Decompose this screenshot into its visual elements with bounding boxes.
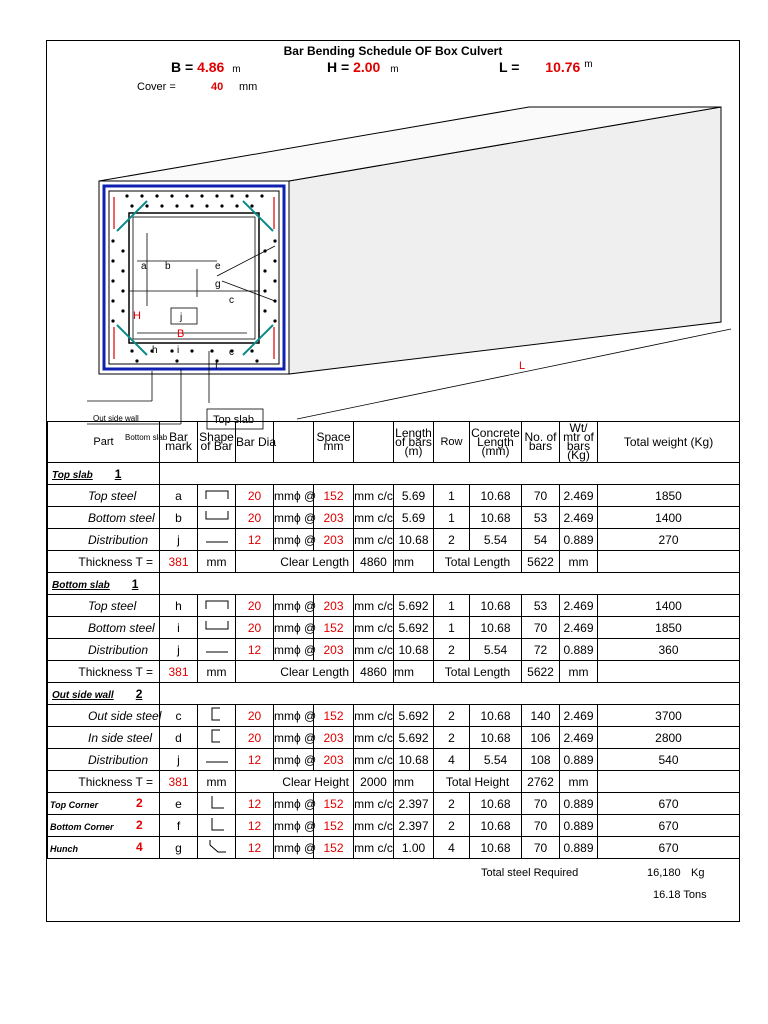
row-rows: 2 (434, 793, 470, 815)
label-c2: c (229, 347, 234, 358)
shape-straight-icon (204, 532, 230, 544)
row-shape (198, 595, 236, 617)
row-space: 152 (314, 485, 354, 507)
row-concrete: 10.68 (470, 485, 522, 507)
total-kg-value: 16,180 (647, 867, 681, 879)
thickness-value: 381 (160, 661, 198, 683)
h-label: H (327, 59, 338, 75)
row-rows: 1 (434, 485, 470, 507)
thickness-row (48, 771, 740, 793)
b-unit: m (232, 64, 241, 75)
row-dia: 12 (236, 529, 274, 551)
b-eq: = (185, 59, 194, 75)
row-dia-unit: mmϕ @ (274, 749, 314, 771)
row-part: Distribution (48, 749, 160, 771)
row-mark: i (160, 617, 198, 639)
sections-body (48, 463, 740, 859)
hdr-part: Part (48, 422, 160, 463)
label-f: f (215, 361, 218, 372)
label-out-side-wall: Out side wall (93, 414, 139, 423)
cover-label: Cover = (137, 81, 176, 93)
label-c: c (229, 295, 234, 306)
clear-unit: mm (394, 771, 434, 793)
param-b (171, 59, 241, 75)
row-mark: c (160, 705, 198, 727)
total-len-value: 5622 (522, 661, 560, 683)
row-space: 203 (314, 507, 354, 529)
row-dia: 12 (236, 749, 274, 771)
section-count: 2 (135, 686, 143, 701)
shape-hunch-icon (204, 838, 230, 854)
row-total: 1400 (598, 595, 740, 617)
row-concrete: 10.68 (470, 837, 522, 859)
row-nos: 70 (522, 485, 560, 507)
table-row (48, 595, 740, 617)
row-space-unit: mm c/c (354, 639, 394, 661)
label-h: h (152, 345, 158, 356)
shape-bottom-hook-icon (204, 620, 230, 632)
hdr-concrete-length: Concrete Length (mm) (470, 422, 522, 463)
row-shape (198, 617, 236, 639)
row-dia-unit: mmϕ @ (274, 507, 314, 529)
label-top-slab: Top slab (213, 414, 254, 426)
row-part: Distribution (48, 639, 160, 661)
row-nos: 72 (522, 639, 560, 661)
row-length: 5.69 (394, 485, 434, 507)
row-total: 1850 (598, 617, 740, 639)
row-space: 152 (314, 705, 354, 727)
row-concrete: 10.68 (470, 727, 522, 749)
row-space-unit: mm c/c (354, 837, 394, 859)
label-j: j (180, 312, 183, 323)
row-space-unit: mm c/c (354, 705, 394, 727)
section-header-row (48, 463, 740, 485)
row-rows: 1 (434, 507, 470, 529)
row-mark: g (160, 837, 198, 859)
thickness-row (48, 551, 740, 573)
row-length: 5.69 (394, 507, 434, 529)
total-len-unit: mm (560, 771, 598, 793)
table-row (48, 749, 740, 771)
row-shape (198, 815, 236, 837)
row-part: Out side steel (48, 705, 160, 727)
hdr-wt-mtr: Wt/ mtr of bars (Kg) (560, 422, 598, 463)
row-concrete: 10.68 (470, 595, 522, 617)
hdr-shape: Shape of Bar (198, 422, 236, 463)
section-header-row (48, 683, 740, 705)
row-length: 2.397 (394, 815, 434, 837)
thickness-unit: mm (198, 551, 236, 573)
row-total: 670 (598, 837, 740, 859)
h-eq: = (341, 59, 350, 75)
row-shape (198, 639, 236, 661)
total-len-unit: mm (560, 661, 598, 683)
row-dia: 20 (236, 595, 274, 617)
row-shape (198, 705, 236, 727)
thickness-label: Thickness T = (48, 661, 160, 683)
row-total: 670 (598, 815, 740, 837)
row-length: 10.68 (394, 749, 434, 771)
total-len-value: 5622 (522, 551, 560, 573)
clear-label: Clear Height (236, 771, 354, 793)
thickness-label: Thickness T = (48, 771, 160, 793)
row-mark: b (160, 507, 198, 529)
row-space: 152 (314, 793, 354, 815)
row-wt: 0.889 (560, 793, 598, 815)
param-h (327, 59, 399, 75)
row-wt: 2.469 (560, 705, 598, 727)
row-nos: 106 (522, 727, 560, 749)
table-row (48, 705, 740, 727)
row-part: Bottom steel (48, 507, 160, 529)
table-row (48, 507, 740, 529)
section-count: 1 (131, 576, 139, 591)
row-part: Hunch (50, 843, 78, 854)
shape-bracket-icon (204, 728, 230, 744)
shape-top-hook-icon (204, 488, 230, 500)
row-length: 5.692 (394, 727, 434, 749)
section-header-blank (160, 683, 740, 705)
row-concrete: 10.68 (470, 617, 522, 639)
row-mark: e (160, 793, 198, 815)
row-total: 270 (598, 529, 740, 551)
row-nos: 54 (522, 529, 560, 551)
row-space: 203 (314, 727, 354, 749)
row-dia: 20 (236, 617, 274, 639)
row-space-unit: mm c/c (354, 749, 394, 771)
row-space-unit: mm c/c (354, 507, 394, 529)
row-space: 203 (314, 595, 354, 617)
header-row (48, 422, 740, 463)
row-total: 1400 (598, 507, 740, 529)
row-length: 10.68 (394, 529, 434, 551)
shape-straight-icon (204, 752, 230, 764)
row-dia: 12 (236, 815, 274, 837)
row-wt: 2.469 (560, 485, 598, 507)
table-row (48, 837, 740, 859)
row-shape (198, 727, 236, 749)
row-total: 2800 (598, 727, 740, 749)
thickness-row (48, 661, 740, 683)
hdr-length: Length of bars (m) (394, 422, 434, 463)
row-length: 5.692 (394, 595, 434, 617)
row-length: 1.00 (394, 837, 434, 859)
row-part: In side steel (48, 727, 160, 749)
total-kg-unit: Kg (691, 867, 705, 879)
clear-value: 4860 (354, 661, 394, 683)
section-title: Top slab (52, 469, 93, 481)
row-dia: 20 (236, 727, 274, 749)
table-row (48, 727, 740, 749)
section-count: 1 (114, 466, 122, 481)
row-nos: 70 (522, 815, 560, 837)
section-title: Out side wall (52, 689, 114, 701)
row-wt: 0.889 (560, 529, 598, 551)
row-mark: d (160, 727, 198, 749)
row-space-unit: mm c/c (354, 793, 394, 815)
h-unit: m (390, 64, 399, 75)
label-i: i (177, 345, 180, 356)
hdr-no-of-bars: No. of bars (522, 422, 560, 463)
row-dia-unit: mmϕ @ (274, 529, 314, 551)
row-rows: 1 (434, 595, 470, 617)
row-nos: 140 (522, 705, 560, 727)
shape-bracket-icon (204, 706, 230, 722)
row-wt: 2.469 (560, 727, 598, 749)
row-dia: 20 (236, 507, 274, 529)
row-dia-unit: mmϕ @ (274, 727, 314, 749)
clear-label: Clear Length (236, 661, 354, 683)
row-wt: 0.889 (560, 639, 598, 661)
section-header-blank (160, 573, 740, 595)
row-rows: 2 (434, 529, 470, 551)
hdr-space: Space mm (314, 422, 354, 463)
thickness-unit: mm (198, 771, 236, 793)
clear-label: Clear Length (236, 551, 354, 573)
row-count: 2 (136, 796, 143, 810)
total-len-label: Total Length (434, 551, 522, 573)
row-space: 152 (314, 815, 354, 837)
row-concrete: 5.54 (470, 529, 522, 551)
row-concrete: 10.68 (470, 507, 522, 529)
h-value: 2.00 (353, 59, 381, 75)
total-tons: 16.18 Tons (653, 889, 707, 901)
row-space-unit: mm c/c (354, 815, 394, 837)
row-rows: 4 (434, 837, 470, 859)
cover-value: 40 (211, 81, 224, 93)
clear-unit: mm (394, 551, 434, 573)
row-space: 152 (314, 617, 354, 639)
row-shape (198, 793, 236, 815)
row-part: Bottom steel (48, 617, 160, 639)
row-space: 203 (314, 749, 354, 771)
row-wt: 2.469 (560, 617, 598, 639)
total-label: Total steel Required (481, 867, 579, 879)
b-label: B (171, 59, 182, 75)
total-len-unit: mm (560, 551, 598, 573)
row-part-cell (48, 815, 160, 837)
row-dia-unit: mmϕ @ (274, 705, 314, 727)
row-total: 1850 (598, 485, 740, 507)
total-len-label: Total Height (434, 771, 522, 793)
shape-l-icon (204, 816, 230, 832)
row-nos: 108 (522, 749, 560, 771)
shape-straight-icon (204, 642, 230, 654)
row-dia: 20 (236, 485, 274, 507)
row-space-unit: mm c/c (354, 595, 394, 617)
row-wt: 2.469 (560, 507, 598, 529)
clear-value: 2000 (354, 771, 394, 793)
row-wt: 2.469 (560, 595, 598, 617)
row-total: 3700 (598, 705, 740, 727)
row-space-unit: mm c/c (354, 727, 394, 749)
label-e: e (215, 261, 221, 272)
l-eq: = (511, 59, 520, 75)
row-dia: 12 (236, 837, 274, 859)
row-count: 4 (136, 840, 143, 854)
row-rows: 2 (434, 705, 470, 727)
clear-value: 4860 (354, 551, 394, 573)
row-shape (198, 529, 236, 551)
row-concrete: 10.68 (470, 815, 522, 837)
sheet-title: Bar Bending Schedule OF Box Culvert (283, 44, 503, 58)
row-nos: 53 (522, 507, 560, 529)
section-title-cell (48, 573, 160, 595)
shape-bottom-hook-icon (204, 510, 230, 522)
row-wt: 0.889 (560, 837, 598, 859)
row-part-cell (48, 793, 160, 815)
row-space-unit: mm c/c (354, 529, 394, 551)
row-shape (198, 837, 236, 859)
row-length: 5.692 (394, 705, 434, 727)
row-concrete: 10.68 (470, 793, 522, 815)
row-length: 2.397 (394, 793, 434, 815)
hdr-row: Row (434, 422, 470, 463)
param-l (499, 59, 593, 75)
box-section-face (99, 181, 289, 374)
thickness-unit: mm (198, 661, 236, 683)
hdr-blank-2 (354, 422, 394, 463)
row-shape (198, 749, 236, 771)
label-g: g (215, 279, 221, 290)
row-nos: 70 (522, 837, 560, 859)
row-part-cell (48, 837, 160, 859)
hdr-bar-dia: Bar Dia (236, 422, 274, 463)
row-nos: 53 (522, 595, 560, 617)
row-space-unit: mm c/c (354, 617, 394, 639)
bbs-sheet (46, 40, 740, 922)
total-len-value: 2762 (522, 771, 560, 793)
row-rows: 2 (434, 639, 470, 661)
row-mark: j (160, 639, 198, 661)
row-concrete: 5.54 (470, 639, 522, 661)
clear-unit: mm (394, 661, 434, 683)
section-header-row (48, 573, 740, 595)
table-row (48, 639, 740, 661)
row-dia-unit: mmϕ @ (274, 837, 314, 859)
row-shape (198, 507, 236, 529)
row-part: Top steel (48, 485, 160, 507)
section-title-cell (48, 463, 160, 485)
section-title-cell (48, 683, 160, 705)
row-wt: 0.889 (560, 815, 598, 837)
row-shape (198, 485, 236, 507)
row-total: 360 (598, 639, 740, 661)
row-length: 5.692 (394, 617, 434, 639)
row-nos: 70 (522, 793, 560, 815)
hdr-total-weight: Total weight (Kg) (598, 422, 740, 463)
row-part: Distribution (48, 529, 160, 551)
b-value: 4.86 (197, 59, 225, 75)
row-rows: 4 (434, 749, 470, 771)
row-dia-unit: mmϕ @ (274, 485, 314, 507)
thickness-label: Thickness T = (48, 551, 160, 573)
label-B: B (177, 328, 185, 340)
label-H: H (133, 310, 141, 322)
hdr-bar-mark: Bar mark (160, 422, 198, 463)
row-dia-unit: mmϕ @ (274, 617, 314, 639)
section-title: Bottom slab (52, 579, 110, 591)
row-part: Top Corner (50, 799, 99, 810)
thickness-blank (598, 551, 740, 573)
row-nos: 70 (522, 617, 560, 639)
thickness-value: 381 (160, 771, 198, 793)
shape-top-hook-icon (204, 598, 230, 610)
row-total: 540 (598, 749, 740, 771)
thickness-blank (598, 661, 740, 683)
shape-l-icon (204, 794, 230, 810)
l-value: 10.76 (545, 59, 581, 75)
row-mark: j (160, 529, 198, 551)
row-dia-unit: mmϕ @ (274, 595, 314, 617)
row-rows: 2 (434, 815, 470, 837)
row-dia-unit: mmϕ @ (274, 639, 314, 661)
row-space: 203 (314, 529, 354, 551)
row-part: Bottom Corner (50, 821, 114, 832)
section-header-blank (160, 463, 740, 485)
table-row (48, 617, 740, 639)
row-mark: a (160, 485, 198, 507)
row-dia-unit: mmϕ @ (274, 815, 314, 837)
thickness-value: 381 (160, 551, 198, 573)
row-part: Top steel (48, 595, 160, 617)
table-row (48, 529, 740, 551)
label-a: a (141, 261, 147, 272)
row-dia: 20 (236, 705, 274, 727)
label-bottom-slab: Bottom slab (125, 433, 168, 442)
total-len-label: Total Length (434, 661, 522, 683)
row-dia-unit: mmϕ @ (274, 793, 314, 815)
table-row (48, 485, 740, 507)
table-row (48, 793, 740, 815)
row-space: 203 (314, 639, 354, 661)
row-wt: 0.889 (560, 749, 598, 771)
cover-unit: mm (239, 81, 258, 93)
row-dia: 12 (236, 639, 274, 661)
row-mark: f (160, 815, 198, 837)
schedule-table (47, 421, 740, 859)
row-space-unit: mm c/c (354, 485, 394, 507)
l-unit: m (584, 59, 593, 70)
table-row (48, 815, 740, 837)
row-mark: j (160, 749, 198, 771)
row-rows: 1 (434, 617, 470, 639)
row-space: 152 (314, 837, 354, 859)
row-rows: 2 (434, 727, 470, 749)
row-mark: h (160, 595, 198, 617)
hdr-blank-1 (274, 422, 314, 463)
label-L: L (519, 360, 526, 372)
row-count: 2 (136, 818, 143, 832)
row-total: 670 (598, 793, 740, 815)
thickness-blank (598, 771, 740, 793)
label-b: b (165, 261, 171, 272)
row-dia: 12 (236, 793, 274, 815)
l-label: L (499, 59, 508, 75)
row-length: 10.68 (394, 639, 434, 661)
row-concrete: 10.68 (470, 705, 522, 727)
row-concrete: 5.54 (470, 749, 522, 771)
label-j-box (171, 308, 197, 324)
